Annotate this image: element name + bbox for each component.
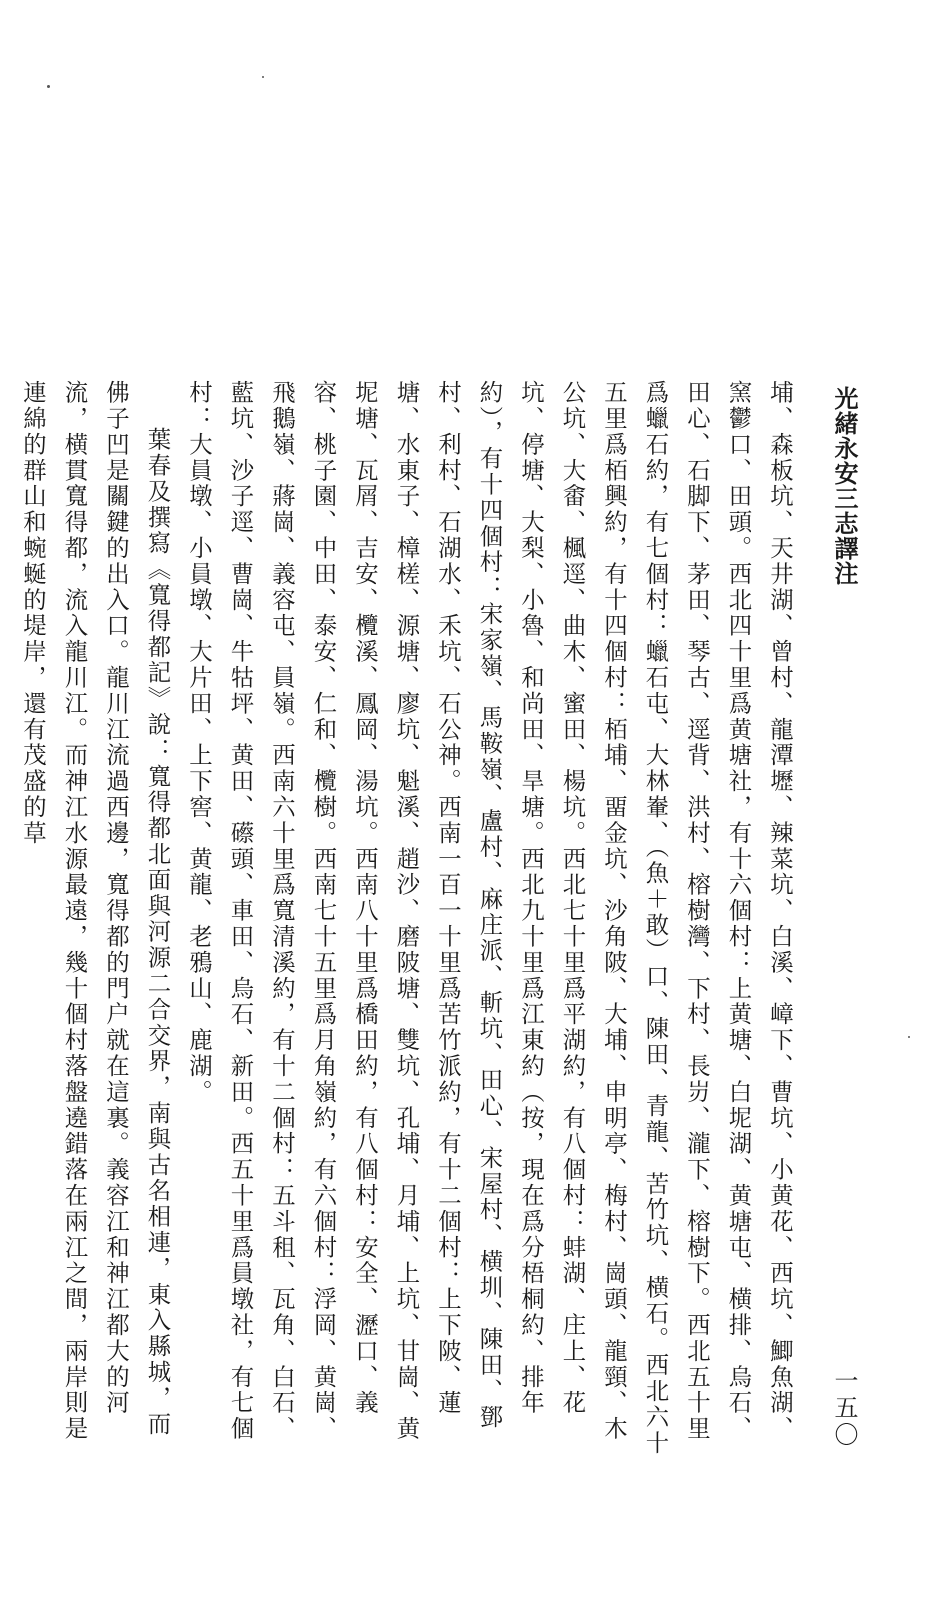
scan-speck bbox=[908, 1036, 910, 1038]
running-header-title: 光緒永安三志譯注 bbox=[830, 386, 859, 586]
page-number: 一五〇 bbox=[830, 1368, 858, 1449]
scan-speck bbox=[47, 85, 50, 88]
scan-speck bbox=[262, 76, 264, 78]
paragraph-village-list: 埔、森板坑、天井湖、曾村、龍潭壢、辣菜坑、白溪、嶂下、曹坑、小黄花、西坑、鯽魚湖、窯鬱口、田頭。西北四十里爲黄塘社，有十六個村：上黄塘、白坭湖、黄塘屯、横排、烏石、田心、石脚下、茅田、琴古、逕背、洪村、榕樹灣、下村、長岃、瀧下、榕樹下。西北五十里爲蠟石約，有七個村：蠟石屯、大林輋、（魚＋敢）口、陳田、青龍、苦竹坑、横石。西北六十五里爲栢興約，有十四個村：栢埔、畱金坑、沙角陂、大埔、申明亭、梅村、崗頭、龍頸、木公坑、大畬、楓逕、曲木、蜜田、楊坑。西北七十里爲平湖約，有八個村：蚌湖、庄上、花坑、停塘、大梨、小魯、和尚田、旱塘。西北九十里爲江東約（按，現在爲分梧桐約、排年約），有十四個村：宋家嶺、馬鞍嶺、盧村、麻庄派、斬坑、田心、宋屋村、横圳、陳田、鄧村、利村、石湖水、禾坑、石公神。西南一百一十里爲苦竹派約，有十二個村：上下陂、蓮塘、水東子、樟槎、源塘、廖坑、魁溪、趙沙、磨陂塘、雙坑、孔埔、月埔、上坑、甘崗、黄坭塘、瓦屑、吉安、欖溪、鳳岡、湯坑。西南八十里爲橋田約，有八個村：安全、瀝口、義容、桃子園、中田、泰安、仁和、欖樹。西南七十五里爲月角嶺約，有六個村：浮岡、黄崗、飛鵝嶺、蔣崗、義容屯、員嶺。西南六十里爲寬清溪約，有十二個村：五斗租、瓦角、白石、藍坑、沙子逕、曹崗、牛牯坪、黄田、礤頭、車田、烏石、新田。西五十里爲員墩社，有七個村：大員墩、小員墩、大片田、上下窖、黄龍、老鴉山、鹿湖。 bbox=[185, 380, 794, 1457]
paragraph-kuandedu-record: 葉春及撰寫《寬得都記》說：寬得都北面與河源二合交界，南與古名相連，東入縣城，而佛子凹是關鍵的出入口。龍川江流過西邊，寬得都的門户就在這裏。義容江和神江都大的河流，横貫寬得都，流入龍川江。而神江水源最遠，幾十個村落盤遶錯落在兩江之間，兩岸則是連綿的群山和蜿蜒的堤岸，還有茂盛的草 bbox=[19, 380, 172, 1442]
body-text bbox=[19, 380, 800, 1460]
